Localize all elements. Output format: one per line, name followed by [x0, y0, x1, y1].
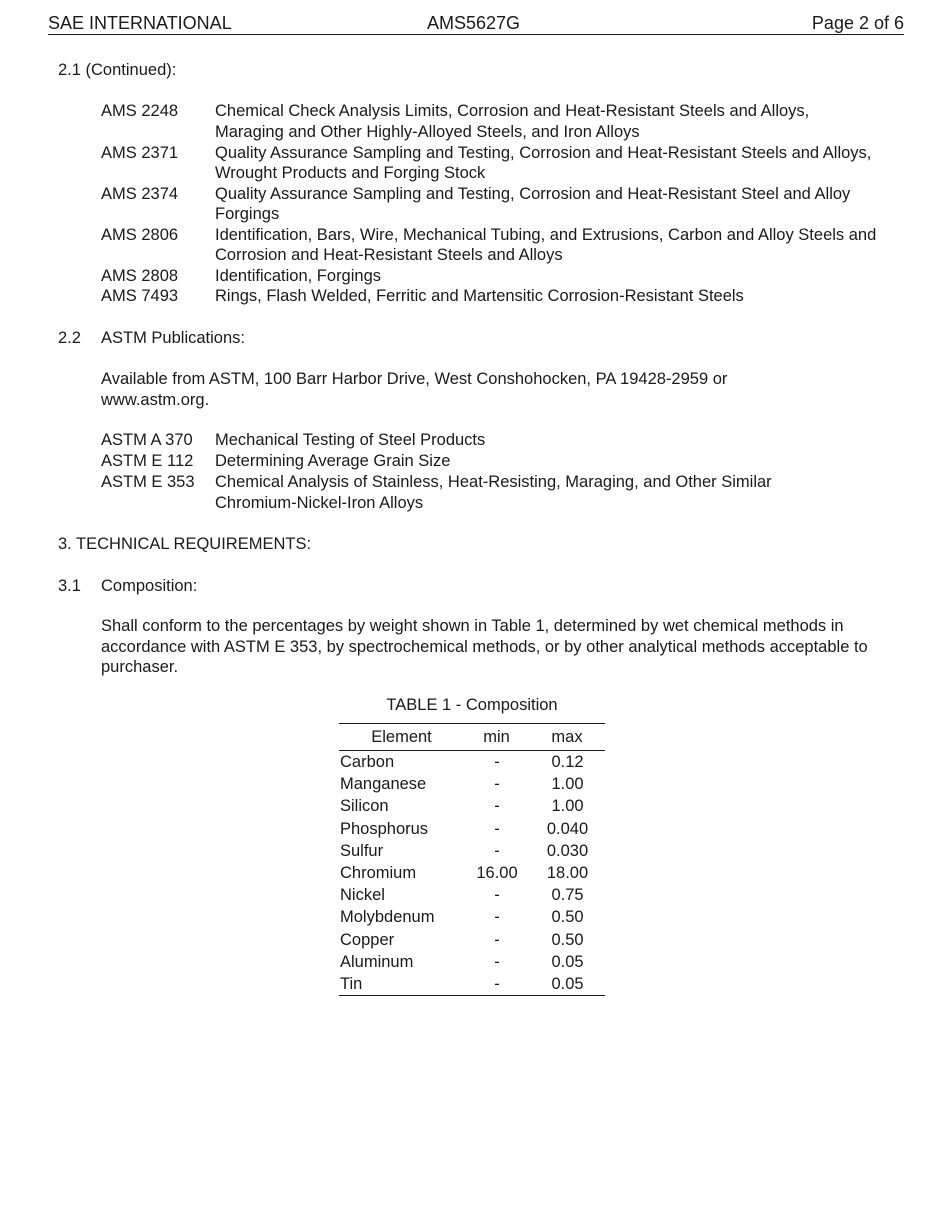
ref-code: AMS 7493 — [101, 287, 179, 305]
composition-body: Shall conform to the percentages by weight shown in Table 1, determined by wet chemical methods in accordance with ASTM E 353, by spectrochemical methods, or by other analytical methods acceptable to purchaser. — [101, 617, 868, 676]
section-3-1-heading: Composition: — [101, 577, 198, 595]
max-cell: 0.05 — [551, 952, 584, 971]
max-cell: 1.00 — [551, 775, 584, 794]
ref-code: ASTM A 370 — [101, 431, 193, 449]
table-row — [339, 795, 605, 817]
element-cell: Copper — [340, 930, 395, 949]
table-header-row — [339, 724, 605, 751]
max-cell: 0.030 — [546, 841, 589, 860]
header-page-number: Page 2 of 6 — [811, 13, 904, 33]
min-cell: - — [494, 841, 500, 860]
column-header: Element — [339, 724, 464, 751]
ref-code: AMS 2371 — [101, 143, 179, 162]
ref-title: Mechanical Testing of Steel Products — [215, 431, 486, 449]
composition-table — [339, 723, 605, 996]
ref-title: Chemical Analysis of Stainless, Heat-Resisting, Maraging, and Other Similar Chromium-Nickel-Iron Alloys — [215, 473, 772, 512]
min-cell: - — [494, 819, 500, 838]
ref-code: AMS 2374 — [101, 184, 179, 203]
element-cell: Carbon — [340, 753, 395, 771]
table-row — [339, 818, 605, 840]
max-cell: 0.05 — [529, 973, 605, 996]
table-row — [339, 751, 605, 774]
max-cell: 0.75 — [551, 886, 584, 905]
ref-title: Chemical Check Analysis Limits, Corrosion and Heat-Resistant Steels and Alloys, Maraging and Other Highly-Alloyed Steels, and Iron Alloys — [215, 102, 810, 141]
page-header — [48, 12, 904, 35]
min-cell: - — [494, 775, 500, 794]
min-cell: - — [494, 886, 500, 905]
ref-item — [101, 101, 881, 142]
ref-item — [101, 266, 881, 287]
table-row — [339, 773, 605, 795]
element-cell: Tin — [339, 973, 464, 996]
min-cell: - — [494, 930, 500, 949]
table-row — [339, 951, 605, 973]
max-cell: 0.50 — [551, 908, 584, 927]
element-cell: Chromium — [340, 864, 417, 883]
element-cell: Aluminum — [340, 952, 414, 971]
column-header: max — [529, 724, 605, 751]
ref-item — [101, 143, 881, 184]
ref-code: ASTM E 112 — [101, 452, 194, 470]
ref-item — [101, 184, 881, 225]
max-cell: 0.040 — [546, 819, 589, 838]
table-caption: TABLE 1 - Composition — [386, 696, 558, 714]
table-row — [339, 840, 605, 862]
header-doc-number: AMS5627G — [427, 13, 521, 33]
header-org: SAE INTERNATIONAL — [48, 13, 232, 33]
min-cell: - — [494, 753, 500, 771]
table-row — [339, 862, 605, 884]
section-2-2-heading: ASTM Publications: — [101, 329, 245, 347]
element-cell: Sulfur — [340, 841, 384, 860]
min-cell: - — [494, 908, 500, 927]
table-row — [339, 929, 605, 951]
ref-code: AMS 2808 — [101, 266, 179, 285]
max-cell: 1.00 — [551, 797, 584, 816]
ref-code: AMS 2806 — [101, 225, 179, 244]
ref-item — [101, 472, 821, 513]
section-3-1-number: 3.1 — [58, 577, 81, 595]
element-cell: Phosphorus — [340, 819, 429, 838]
column-header: min — [464, 724, 529, 751]
section-3-heading: 3. TECHNICAL REQUIREMENTS: — [58, 535, 312, 553]
table-row — [339, 884, 605, 906]
min-cell: - — [464, 973, 529, 996]
table-row — [339, 906, 605, 928]
ref-item — [101, 286, 881, 307]
min-cell: 16.00 — [476, 864, 518, 883]
ref-title: Identification, Bars, Wire, Mechanical Tubing, and Extrusions, Carbon and Alloy Steels and Corrosion and Heat-Resistant Steels and Alloys — [215, 225, 877, 264]
table-row — [339, 973, 605, 996]
ref-title: Determining Average Grain Size — [215, 452, 451, 470]
min-cell: - — [494, 797, 500, 816]
ref-title: Rings, Flash Welded, Ferritic and Martensitic Corrosion-Resistant Steels — [215, 287, 744, 305]
section-2-1-heading: 2.1 (Continued): — [58, 61, 177, 79]
max-cell: 0.50 — [551, 930, 584, 949]
ref-item — [101, 451, 881, 472]
max-cell: 0.12 — [551, 753, 584, 771]
element-cell: Nickel — [340, 886, 385, 905]
element-cell: Silicon — [340, 797, 389, 816]
element-cell: Manganese — [340, 775, 427, 794]
max-cell: 18.00 — [546, 864, 589, 883]
ref-title: Quality Assurance Sampling and Testing, Corrosion and Heat-Resistant Steels and Alloys, Wrought Products and Forging Stock — [215, 143, 872, 182]
ref-title: Identification, Forgings — [215, 266, 382, 285]
astm-availability: Available from ASTM, 100 Barr Harbor Drive, West Conshohocken, PA 19428-2959 or www.astm.org. — [101, 370, 728, 409]
element-cell: Molybdenum — [340, 908, 435, 927]
section-2-2-number: 2.2 — [58, 329, 81, 347]
ref-item — [101, 430, 881, 451]
ref-code: AMS 2248 — [101, 102, 179, 120]
ref-code: ASTM E 353 — [101, 473, 195, 491]
ref-title: Quality Assurance Sampling and Testing, Corrosion and Heat-Resistant Steel and Alloy Forgings — [215, 184, 851, 223]
min-cell: - — [494, 952, 500, 971]
ref-item — [101, 225, 881, 266]
